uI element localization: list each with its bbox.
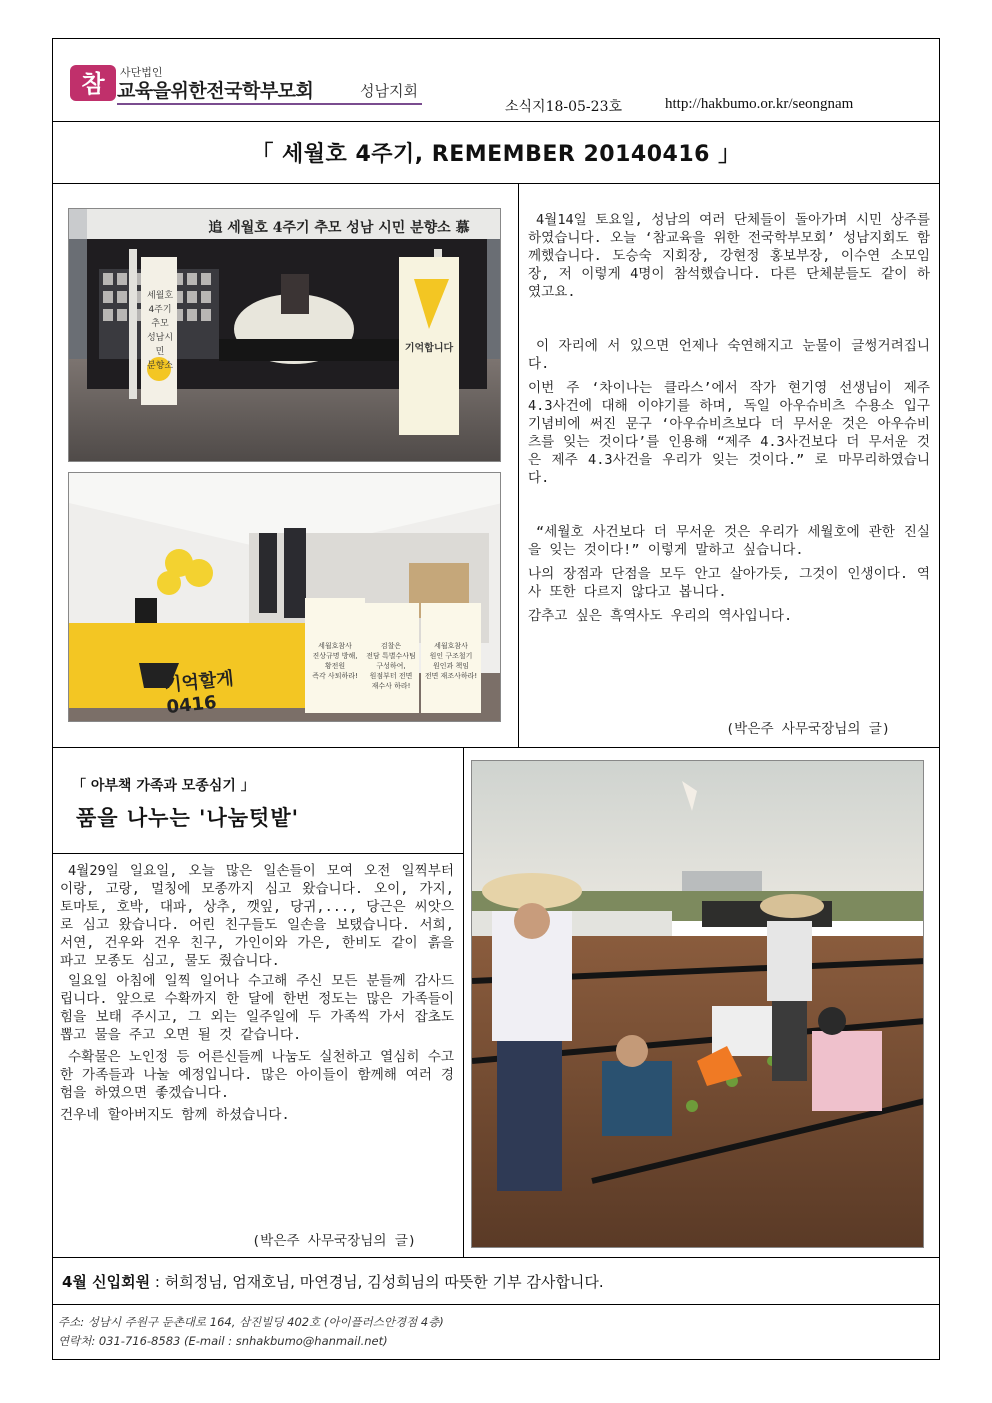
footer-contact: 연락처: 031-716-8583 (E-mail : snhakbumo@hanmail.net)	[58, 1334, 388, 1348]
divider	[52, 853, 463, 854]
article2-body	[60, 862, 454, 1124]
paragraph: 감추고 싶은 흑역사도 우리의 역사입니다.	[528, 608, 793, 624]
cloth-text: 기억할게 0416	[163, 668, 235, 719]
left-banner-line: 성남시민	[146, 333, 174, 357]
article-title: 「 세월호 4주기, REMEMBER 20140416 」	[251, 142, 741, 167]
footer-address: 주소: 성남시 주원구 둔촌대로 164, 삼진빌딩 402호 (아이플러스안경점 4층)	[58, 1315, 444, 1329]
protest-sign	[423, 641, 479, 681]
new-members-label: 4월 신입회원	[62, 1273, 151, 1291]
sign-line: 전담 특별수사팀	[366, 652, 416, 660]
sign-line: 세월호참사	[434, 642, 468, 650]
sign-line: 황전원	[324, 662, 346, 670]
planting-photo	[471, 760, 924, 1248]
sign-line: 원인 구조철기	[429, 652, 473, 660]
paragraph: 일요일 아침에 일찍 일어나 수고해 주신 모든 분들께 감사드립니다. 앞으로 수확까지 한 달에 한번 정도는 많은 가족들이 힘을 보태 주시고, 그 외는 일주일에 두 가족씩 가서 잡초도 뽑고 물을 주고 오면 될 것 같습니다.	[60, 973, 454, 1043]
column-divider	[518, 183, 519, 747]
paragraph: 이 자리에 서 있으면 언제나 숙연해지고 눈물이 글썽거려집니다.	[528, 338, 930, 372]
issue-number: 소식지18-05-23호	[505, 99, 623, 115]
sign-line: 검찰은	[380, 642, 402, 650]
logo-icon	[70, 65, 116, 101]
article1-body	[528, 211, 930, 625]
logo-glyph: 참	[81, 70, 105, 98]
divider	[52, 747, 940, 748]
article2-title: 품을 나누는 '나눔텃밭'	[76, 806, 300, 830]
paragraph: 4월29일 일요일, 오늘 많은 일손들이 모여 오전 일찍부터 이랑, 고랑, 멀칭에 모종까지 심고 왔습니다. 오이, 가지, 토마토, 호박, 대파, 상추, 깻잎, 당귀,..., 당근은 씨앗으로 심고 왔습니다. 어린 친구들도 일손을 보탰습니다. 서희, 서연, 건우와 건우 친구, 가인이와 가은, 한비도 같이 흙을 파고 모종도 심고, 물도 줬습니다.	[60, 863, 454, 969]
memorial-banner: 追 세월호 4주기 추모 성남 시민 분향소 慕	[208, 220, 470, 236]
branch-name: 성남지회	[360, 82, 418, 100]
sign-line: 진상규명 방해,	[312, 652, 358, 660]
new-members	[62, 1271, 604, 1292]
protest-sign	[309, 641, 361, 681]
org-type: 사단법인	[120, 66, 163, 79]
divider	[52, 1257, 940, 1258]
divider	[52, 1304, 940, 1305]
column-divider	[463, 747, 464, 1257]
divider	[52, 183, 940, 184]
booth-photo	[68, 472, 501, 722]
paragraph: 건우네 할아버지도 함께 하셨습니다.	[60, 1107, 290, 1123]
sign-line: 전면 재조사하라!	[424, 672, 478, 680]
sign-line: 재수사 하라!	[371, 682, 411, 690]
site-url[interactable]: http://hakbumo.or.kr/seongnam	[665, 96, 854, 112]
sign-line: 세월호참사	[318, 642, 352, 650]
article2-credit: (박은주 사무국장님의 글)	[252, 1233, 417, 1249]
paragraph: 4월14일 토요일, 성남의 여러 단체들이 돌아가며 시민 상주를 하였습니다. 오늘 ‘참교육을 위한 전국학부모회’ 성남지회도 함께했습니다. 도승숙 지회장, 강현정 홍보부장, 이수연 소모임장, 저 이렇게 4명이 참석했습니다. 다른 단체분들도 같이 하였고요.	[528, 212, 930, 300]
paragraph: “세월호 사건보다 더 무서운 것은 우리가 세월호에 관한 진실을 잊는 것이다!” 이렇게 말하고 싶습니다.	[528, 524, 930, 558]
divider	[52, 121, 940, 122]
left-banner	[143, 289, 177, 373]
paragraph: 이번 주 ‘차이나는 클라스’에서 작가 현기영 선생님이 제주 4.3사건에 대해 이야기를 하며, 독일 아우슈비츠 수용소 입구 기념비에 써진 문구 ‘아우슈비츠보다 더 무서운 것은 아우슈비츠를 잊는 것이다’를 인용해 “제주 4.3사건보다 더 무서운 것은 제주 4.3사건을 우리가 잊는 것이다.” 로 마무리하였습니다.	[528, 380, 930, 486]
article2-kicker: 「 아부책 가족과 모종심기 」	[72, 778, 255, 794]
sign-line: 즉각 사퇴하라!	[312, 672, 358, 680]
left-banner-line: 세월호	[146, 291, 174, 301]
article1-credit: (박은주 사무국장님의 글)	[726, 721, 891, 737]
left-banner-line: 4주기 추모	[148, 305, 172, 329]
memorial-tent-photo	[68, 208, 501, 462]
left-banner-line: 분향소	[146, 361, 174, 371]
new-members-text: : 허희정님, 엄재호님, 마연경님, 김성희님의 따뜻한 기부 감사합니다.	[150, 1273, 604, 1291]
sign-line: 구성하여,	[376, 662, 406, 670]
org-name: 교육을위한전국학부모회	[117, 80, 314, 102]
protest-sign	[365, 641, 417, 691]
right-banner: 기억합니다	[404, 343, 454, 354]
paragraph: 수확물은 노인정 등 어른신들께 나눔도 실천하고 열심히 수고한 가족들과 나눌 예정입니다. 많은 아이들이 함께해 여러 경험을 하였으면 좋겠습니다.	[60, 1049, 454, 1101]
header-rule	[117, 103, 422, 105]
paragraph: 나의 장점과 단점을 모두 안고 살아가듯, 그것이 인생이다. 역사 또한 다르지 않다고 봅니다.	[528, 566, 930, 600]
sign-line: 원인과 책임	[432, 662, 470, 670]
sign-line: 원점부터 전면	[369, 672, 413, 680]
